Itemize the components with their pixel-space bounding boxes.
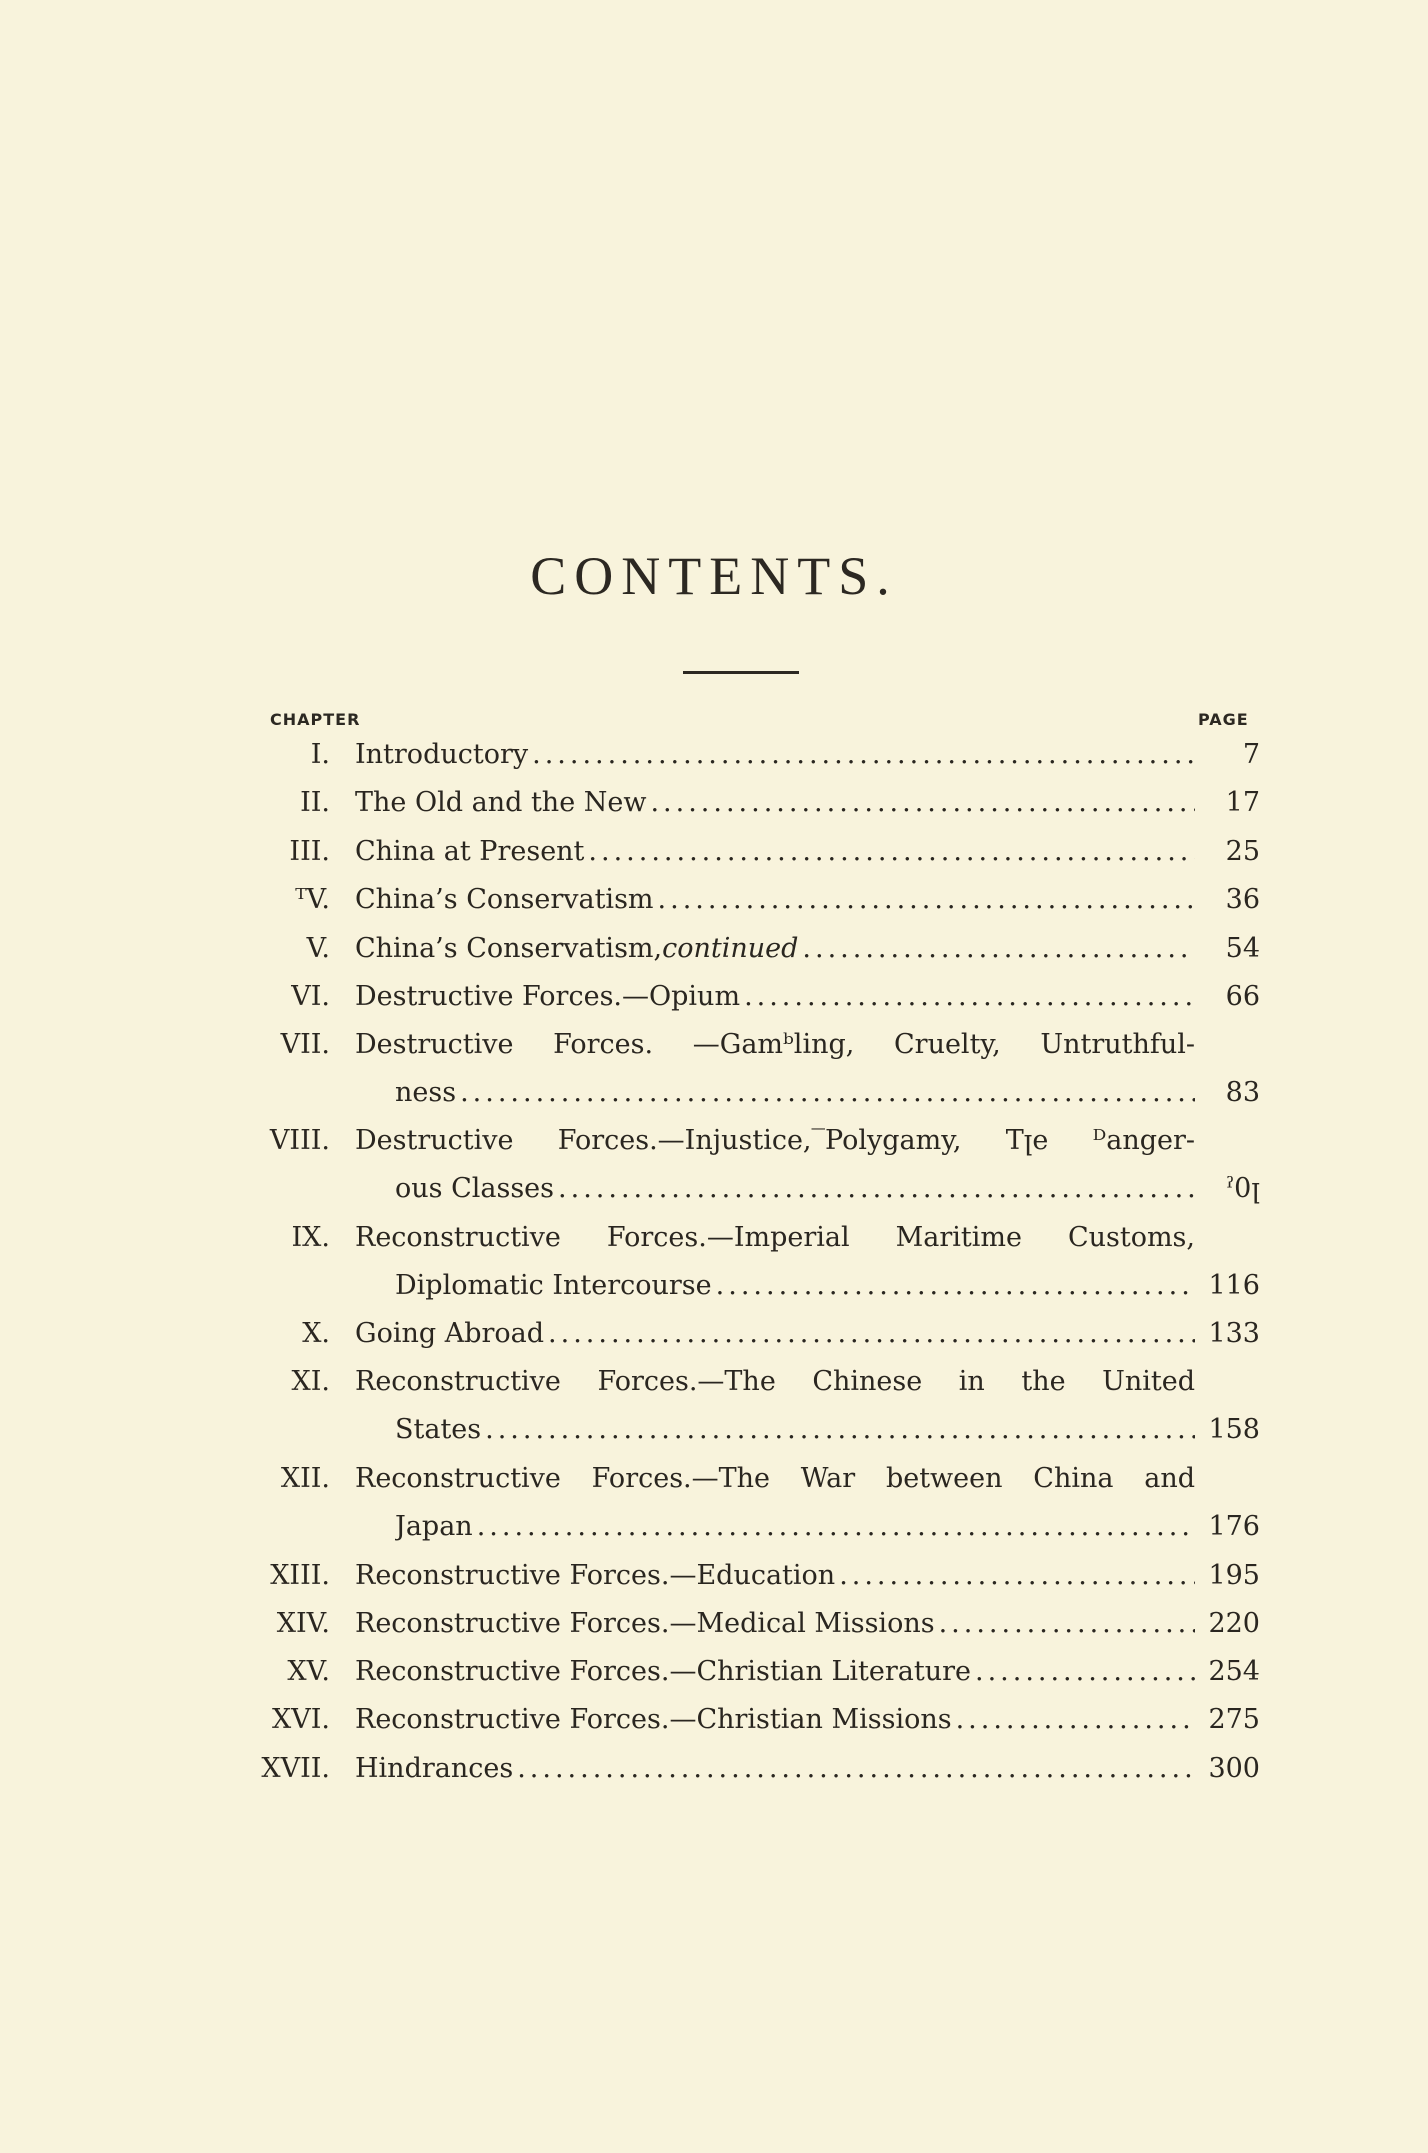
toc-entry-6[interactable] <box>200 973 1260 1021</box>
chapter-title: Destructive Forces. —Gamᵇling, Cruelty, Untruthful- <box>355 1029 1195 1060</box>
page-number: 254 <box>1208 1656 1260 1687</box>
chapter-number: XII. <box>280 1463 330 1494</box>
chapter-number: IX. <box>291 1222 330 1253</box>
dot-leader <box>935 1600 1195 1648</box>
dot-leader <box>646 779 1195 827</box>
chapter-title-cont: Japan <box>395 1511 473 1542</box>
dot-leader <box>544 1310 1195 1358</box>
chapter-title-cont: Diplomatic Intercourse <box>395 1270 712 1301</box>
dot-leader <box>554 1165 1195 1213</box>
chapter-number: XIII. <box>270 1560 330 1591</box>
chapter-title: Destructive Forces.—Injustice,‾Polygamy, Tꞁe ᴰanger- <box>355 1125 1195 1156</box>
chapter-title: Going Abroad <box>355 1318 545 1349</box>
chapter-title: Reconstructive Forces.—Education <box>355 1560 836 1591</box>
dot-leader <box>835 1552 1195 1600</box>
dot-leader <box>798 925 1195 973</box>
toc-entry-1[interactable] <box>200 731 1260 779</box>
chapter-number: VII. <box>280 1029 330 1060</box>
dot-leader <box>952 1696 1195 1744</box>
page-column-header: PAGE <box>1198 710 1249 729</box>
page-number: 54 <box>1225 933 1260 964</box>
toc-entry-12[interactable] <box>200 1455 1260 1503</box>
page-number: 36 <box>1225 884 1260 915</box>
chapter-title-cont: ness <box>395 1077 457 1108</box>
chapter-number: XVII. <box>261 1753 330 1784</box>
chapter-number: II. <box>300 787 330 818</box>
toc-entry-4[interactable] <box>200 876 1260 924</box>
page-number: 176 <box>1208 1511 1260 1542</box>
page-title: CONTENTS. <box>530 546 898 606</box>
toc-entry-7-cont[interactable] <box>200 1069 1260 1117</box>
chapter-number: III. <box>289 836 330 867</box>
chapter-number: XIV. <box>276 1608 330 1639</box>
page-number: 220 <box>1208 1608 1260 1639</box>
dot-leader <box>740 973 1195 1021</box>
chapter-title-italic: continued <box>662 933 799 964</box>
chapter-title: Destructive Forces.—Opium <box>355 981 741 1012</box>
chapter-number: XVI. <box>272 1704 330 1735</box>
dot-leader <box>971 1648 1195 1696</box>
chapter-title: Reconstructive Forces.—The War between China and <box>355 1463 1195 1494</box>
chapter-title: Reconstructive Forces.—The Chinese in the United <box>355 1366 1195 1397</box>
title-rule <box>683 671 799 674</box>
toc-entry-13[interactable] <box>200 1552 1260 1600</box>
toc-entry-5[interactable] <box>200 925 1260 973</box>
chapter-title: Introductory <box>355 739 529 770</box>
chapter-title: Reconstructive Forces.—Medical Missions <box>355 1608 935 1639</box>
chapter-number: ᵀV. <box>295 884 330 915</box>
page-number: 83 <box>1225 1077 1260 1108</box>
dot-leader <box>712 1262 1195 1310</box>
dot-leader <box>481 1406 1195 1454</box>
toc-entry-8-cont[interactable] <box>200 1165 1260 1213</box>
page-number: 66 <box>1225 981 1260 1012</box>
toc-entry-16[interactable] <box>200 1696 1260 1744</box>
dot-leader <box>654 876 1195 924</box>
toc-entry-9[interactable] <box>200 1214 1260 1262</box>
page-number: 300 <box>1208 1753 1260 1784</box>
chapter-title: China’s Conservatism, <box>355 933 663 964</box>
dot-leader <box>513 1745 1195 1793</box>
toc-entry-8[interactable] <box>200 1117 1260 1165</box>
chapter-number: XI. <box>291 1366 330 1397</box>
chapter-title: The Old and the New <box>355 787 647 818</box>
toc-entry-10[interactable] <box>200 1310 1260 1358</box>
toc-entry-15[interactable] <box>200 1648 1260 1696</box>
toc-entry-2[interactable] <box>200 779 1260 827</box>
toc-entry-3[interactable] <box>200 828 1260 876</box>
chapter-title: Reconstructive Forces.—Christian Literature <box>355 1656 971 1687</box>
chapter-number: V. <box>306 933 330 964</box>
toc-entry-14[interactable] <box>200 1600 1260 1648</box>
chapter-number: I. <box>310 739 330 770</box>
page-number: 133 <box>1208 1318 1260 1349</box>
dot-leader <box>584 828 1195 876</box>
toc-entry-9-cont[interactable] <box>200 1262 1260 1310</box>
chapter-column-header: CHAPTER <box>270 710 361 729</box>
page-number: ˀ0ꞁ <box>1226 1173 1260 1204</box>
dot-leader <box>528 731 1195 779</box>
page-number: 17 <box>1225 787 1260 818</box>
chapter-number: XV. <box>287 1656 330 1687</box>
chapter-title: Reconstructive Forces.—Christian Missions <box>355 1704 952 1735</box>
page-number: 25 <box>1225 836 1260 867</box>
chapter-number: X. <box>302 1318 330 1349</box>
toc-entry-17[interactable] <box>200 1745 1260 1793</box>
dot-leader <box>456 1069 1195 1117</box>
chapter-title: Reconstructive Forces.—Imperial Maritime Customs, <box>355 1222 1195 1253</box>
toc-entry-11-cont[interactable] <box>200 1406 1260 1454</box>
chapter-title: Hindrances <box>355 1753 514 1784</box>
chapter-title-cont: States <box>395 1414 482 1445</box>
chapter-title: China at Present <box>355 836 585 867</box>
chapter-title-cont: ous Classes <box>395 1173 555 1204</box>
toc-entry-12-cont[interactable] <box>200 1503 1260 1551</box>
toc-entry-7[interactable] <box>200 1021 1260 1069</box>
page-number: 158 <box>1208 1414 1260 1445</box>
chapter-number: VIII. <box>269 1125 330 1156</box>
page-number: 116 <box>1208 1270 1260 1301</box>
page-number: 7 <box>1242 739 1260 770</box>
page-number: 195 <box>1208 1560 1260 1591</box>
dot-leader <box>473 1503 1195 1551</box>
toc-entry-11[interactable] <box>200 1358 1260 1406</box>
chapter-title: China’s Conservatism <box>355 884 654 915</box>
chapter-number: VI. <box>291 981 330 1012</box>
page-number: 275 <box>1208 1704 1260 1735</box>
